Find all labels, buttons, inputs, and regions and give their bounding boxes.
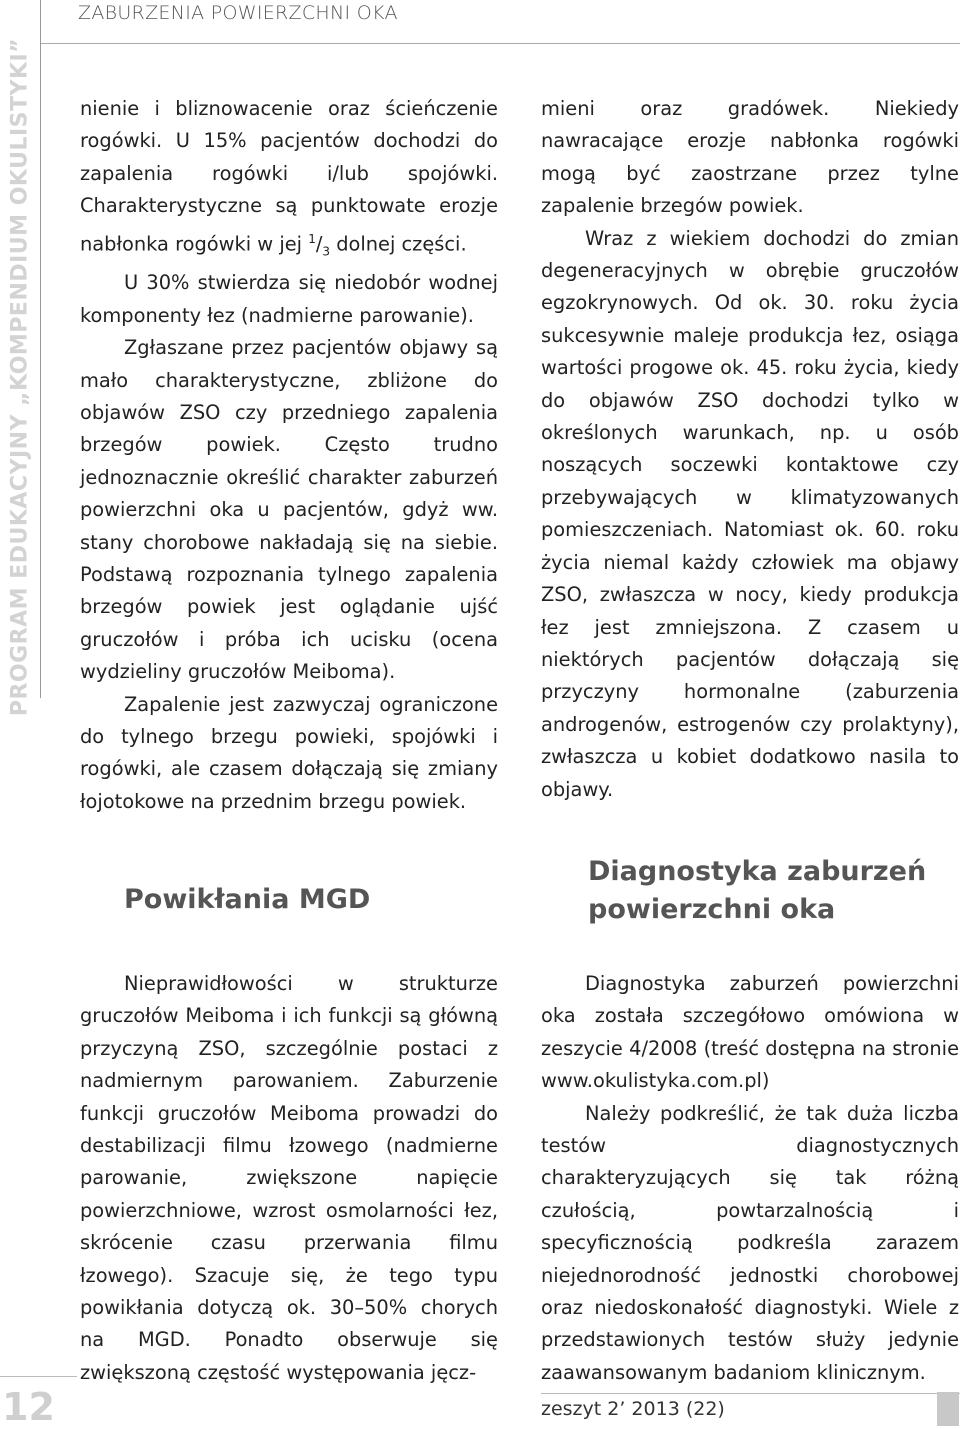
sidebar-rule: [40, 43, 41, 698]
paragraph: mieni oraz gradówek. Niekiedy nawracające erozje nabłonka rogówki mogą być zaostrzane przez tylne zapalenie brzegów powiek.: [541, 97, 959, 218]
paragraph: Należy podkreślić, że tak duża liczba testów diagnostycznych charakteryzujących się tak różną czułością, powtarzalnością i specyficznością podkreśla zarazem niejednorodność jednostki chorobowej oraz niedoskonałość diagnostyki. Wiele z przedstawionych testów służy jedynie zaawansowanym badaniom klinicznym.: [541, 1101, 959, 1384]
footer-rule: [541, 1393, 960, 1394]
corner-block: [937, 1392, 959, 1426]
fraction-separator: /: [315, 232, 323, 256]
paragraph: [80, 93, 498, 267]
paragraph: Diagnostyka zaburzeń powierzchni oka została szczegółowo omówiona w zeszycie 4/2008 (treść dostępna na stronie www.okulistyka.com.pl): [541, 972, 959, 1093]
column-1: [80, 93, 498, 818]
fraction-denominator: 3: [322, 243, 331, 258]
page-number: 12: [2, 1385, 55, 1429]
header-rule: [40, 43, 960, 44]
paragraph: Wraz z wiekiem dochodzi do zmian degeneracyjnych w obrębie gruczołów egzokrynowych. Od ok. 30. roku życia sukcesywnie maleje produkcja łez, osiąga wartości progowe ok. 45. roku życia, kiedy do objawów ZSO dochodzi tylko w określonych warunkach, np. u osób noszących soczewki kontaktowe czy przebywających w klimatyzowanych pomieszczeniach. Natomiast ok. 60. roku życia niemal każdy człowiek ma objawy ZSO, zwłaszcza w nocy, kiedy produkcja łez jest zmniejszona. Z czasem u niektórych pacjentów dołączają się przyczyny hormonalne (zaburzenia androgenów, estrogenów czy prolaktyny), zwłaszcza u kobiet dodatkowo nasila to objawy.: [541, 226, 959, 801]
fraction-numerator: 1: [308, 231, 316, 246]
column-2: [541, 93, 959, 806]
column-4: [541, 968, 959, 1389]
paragraph: Zapalenie jest zazwyczaj ograniczone do tylnego brzegu powieki, spojówki i rogówki, ale czasem dołączają się zmiany łojotokowe na przednim brzegu powiek.: [80, 692, 498, 813]
footer-left-rule: [0, 1376, 77, 1377]
text-run: dolnej części.: [330, 232, 467, 256]
issue-label: zeszyt 2’ 2013 (22): [541, 1398, 725, 1420]
section-heading-complications: Powikłania MGD: [124, 884, 371, 915]
column-3: [80, 968, 498, 1389]
paragraph: Nieprawidłowości w strukturze gruczołów Meiboma i ich funkcji są główną przyczyną ZSO, szczególnie postaci z nadmiernym parowaniem. Zaburzenie funkcji gruczołów Meiboma prowadzi do destabilizacji filmu łzowego (nadmierne parowanie, zwiększone napięcie powierzchniowe, wzrost osmolarności łez, skrócenie czasu przerwania filmu łzowego). Szacuje się, że tego typu powikłania dotyczą ok. 30–50% chorych na MGD. Ponadto obserwuje się zwiększoną częstość występowania jęcz-: [80, 972, 498, 1384]
header-divider: [40, 0, 41, 44]
paragraph: Zgłaszane przez pacjentów objawy są mało charakterystyczne, zbliżone do objawów ZSO czy przedniego zapalenia brzegów powiek. Często trudno jednoznacznie określić charakter zaburzeń powierzchni oka u pacjentów, gdyż ww. stany chorobowe nakładają się na siebie. Podstawą rozpoznania tylnego zapalenia brzegów powiek jest oglądanie ujść gruczołów i próba ich ucisku (ocena wydzieliny gruczołów Meiboma).: [80, 336, 498, 684]
section-heading-diagnostics: Diagnostyka zaburzeń powierzchni oka: [588, 856, 927, 925]
text-run: nienie i bliznowacenie oraz ścieńczenie rogówki. U 15% pacjentów dochodzi do zapalenia rogówki i/lub spojówki. Charakterystyczne są punktowate erozje nabłonka rogówki w jej: [80, 97, 498, 256]
sidebar-program-title: PROGRAM EDUKACYJNY „KOMPENDIUM OKULISTYKI”: [7, 37, 33, 717]
running-header: ZABURZENIA POWIERZCHNI OKA: [78, 2, 398, 24]
paragraph: U 30% stwierdza się niedobór wodnej komponenty łez (nadmierne parowanie).: [80, 271, 498, 327]
